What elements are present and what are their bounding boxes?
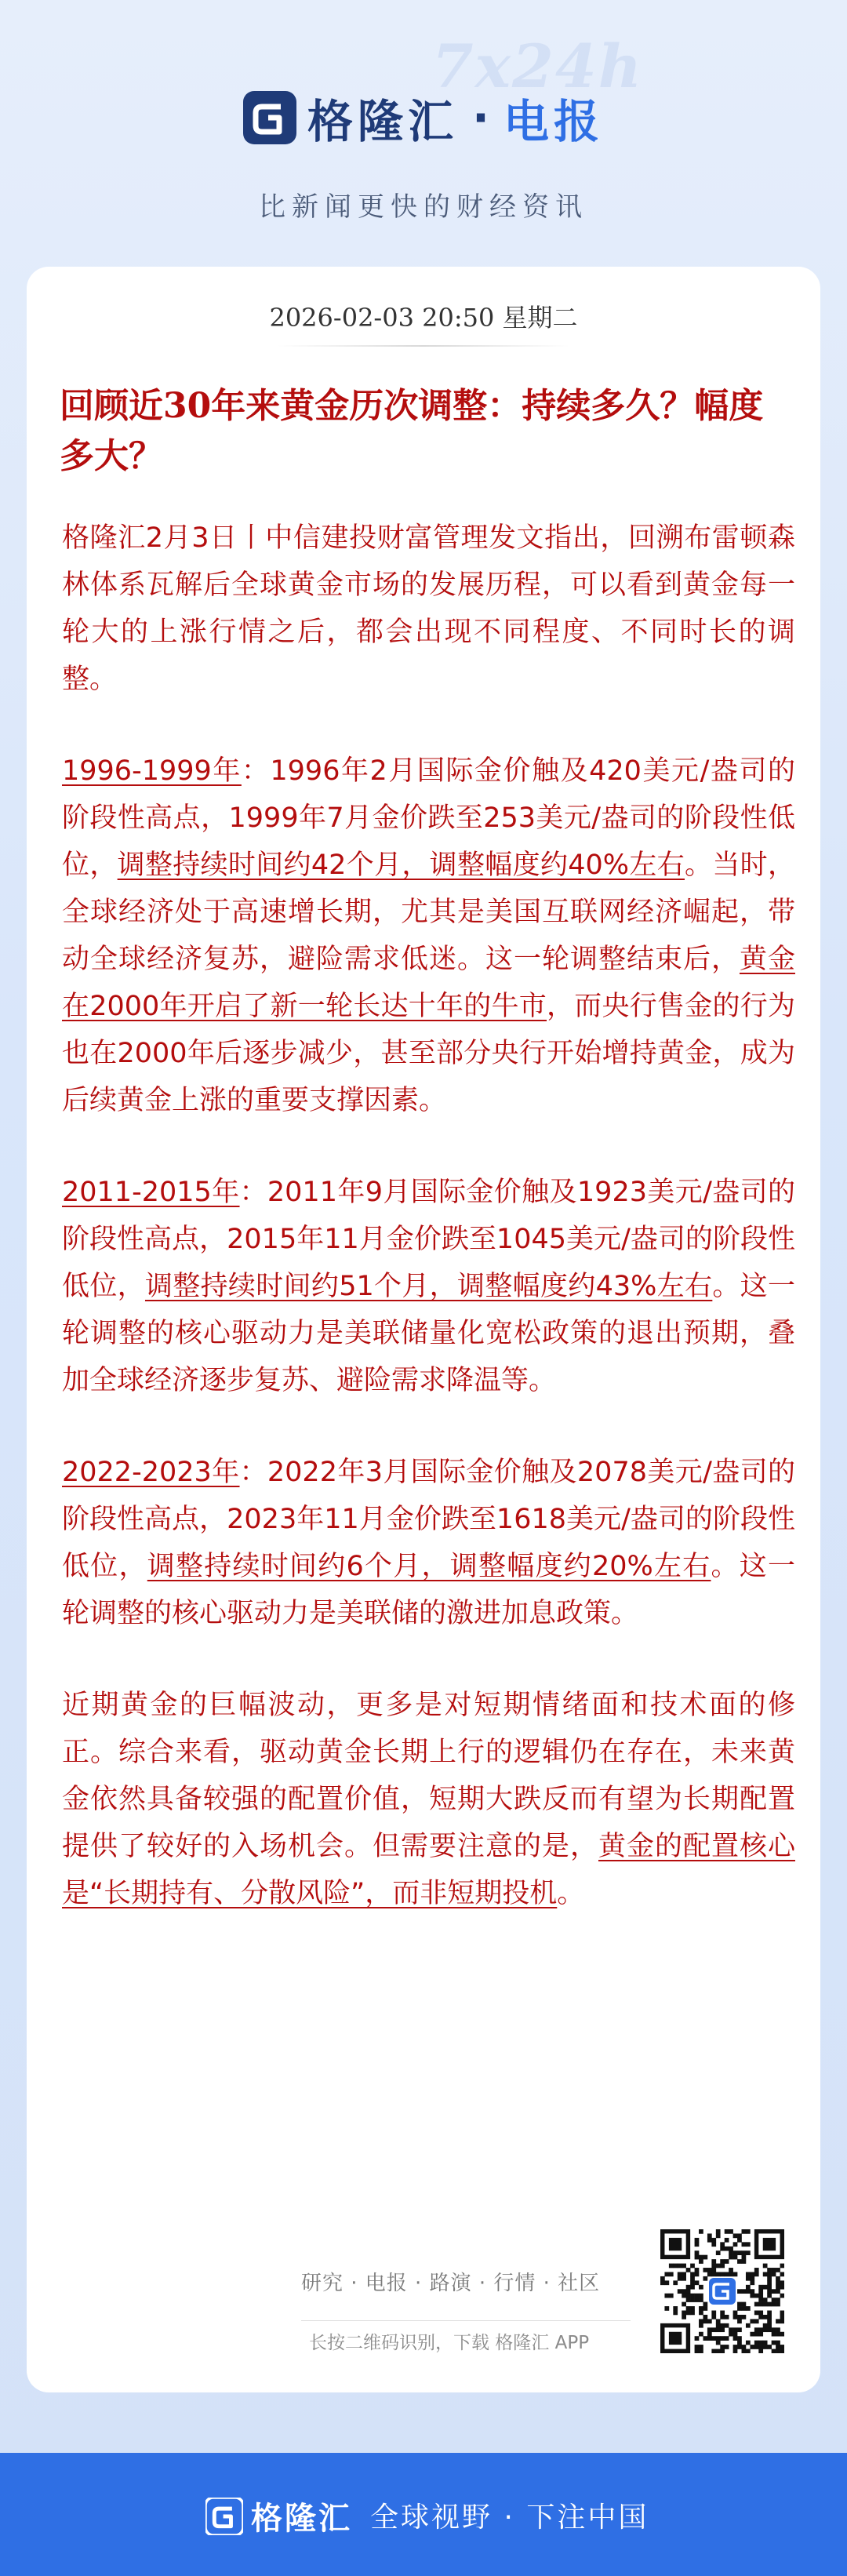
bottom-bar [0,2453,847,2576]
highlight-text: 调整持续时间约6个月，调整幅度约20%左右 [147,1551,711,1582]
date-divider [278,345,569,347]
bottom-brand-name: 格隆汇 [251,2501,352,2537]
highlight-text: 黄金在2000年开启了新一轮长达十年的牛市 [62,944,795,1022]
period-label: 2011-2015年 [62,1177,240,1208]
highlight-text: 调整持续时间约42个月，调整幅度约40%左右 [117,850,685,881]
brand-separator: · [471,91,490,144]
footer-note: 长按二维码识别，下载 格隆汇 APP [309,2333,590,2353]
paragraph-2011-2015: 2011-2015年：2011年9月国际金价触及1923美元/盎司的阶段性高点，2015年11月金价跌至1045美元/盎司的阶段性低位，调整持续时间约51个月，调整幅度约43%左右。这一轮调整的核心驱动力是美联储量化宽松政策的退出预期，叠加全球经济逐步复苏、避险需求降温等。 [62,1177,795,1396]
article-body [62,515,795,1917]
gelonghui-logo-icon [243,91,296,144]
brand-name: 格隆汇 [307,95,458,148]
product-name: 电报 [503,95,605,148]
highlight-text: 黄金的配置核心是“长期持有、分散风险”，而非短期投机 [62,1831,795,1909]
watermark-text: 7x24h [431,31,643,101]
footer-links: 研究 · 电报 · 路演 · 行情 · 社区 [301,2272,601,2295]
gelonghui-logo-icon [205,2498,243,2535]
footer-divider [301,2320,631,2321]
publish-datetime: 2026-02-03 20:50 星期二 [269,303,578,333]
period-label: 2022-2023年 [62,1457,240,1488]
paragraph-2022-2023: 2022-2023年：2022年3月国际金价触及2078美元/盎司的阶段性高点，2023年11月金价跌至1618美元/盎司的阶段性低位，调整持续时间约6个月，调整幅度约20%左右。这一轮调整的核心驱动力是美联储的激进加息政策。 [62,1457,795,1629]
highlight-text: 调整持续时间约51个月，调整幅度约43%左右 [144,1271,713,1302]
article-title: 回顾近30年来黄金历次调整：持续多久？幅度多大？ [60,386,764,476]
bottom-brand-logo [205,2494,352,2538]
bottom-slogan: 全球视野 · 下注中国 [370,2501,649,2534]
article-card [27,267,820,2392]
intro-paragraph: 格隆汇2月3日丨中信建投财富管理发文指出，回溯布雷顿森林体系瓦解后全球黄金市场的发展历程，可以看到黄金每一轮大的上涨行情之后，都会出现不同程度、不同时长的调整。 [62,522,795,695]
qr-code-icon[interactable] [660,2229,784,2353]
brand-logo [0,85,847,151]
header-slogan: 比新闻更快的财经资讯 [259,191,588,223]
conclusion-paragraph: 近期黄金的巨幅波动，更多是对短期情绪面和技术面的修正。综合来看，驱动黄金长期上行的逻辑仍在存在，未来黄金依然具备较强的配置价值，短期大跌反而有望为长期配置提供了较好的入场机会。但需要注意的是，黄金的配置核心是“长期持有、分散风险”，而非短期投机。 [62,1690,795,1909]
header-banner [0,0,847,267]
paragraph-1996-1999: 1996-1999年：1996年2月国际金价触及420美元/盎司的阶段性高点，1999年7月金价跌至253美元/盎司的阶段性低位，调整持续时间约42个月，调整幅度约40%左右。当时，全球经济处于高速增长期，尤其是美国互联网经济崛起，带动全球经济复苏，避险需求低迷。这一轮调整结束后，黄金在2000年开启了新一轮长达十年的牛市，而央行售金的行为也在2000年后逐步减少，甚至部分央行开始增持黄金，成为后续黄金上涨的重要支撑因素。 [62,755,795,1116]
period-label: 1996-1999年 [62,755,242,787]
